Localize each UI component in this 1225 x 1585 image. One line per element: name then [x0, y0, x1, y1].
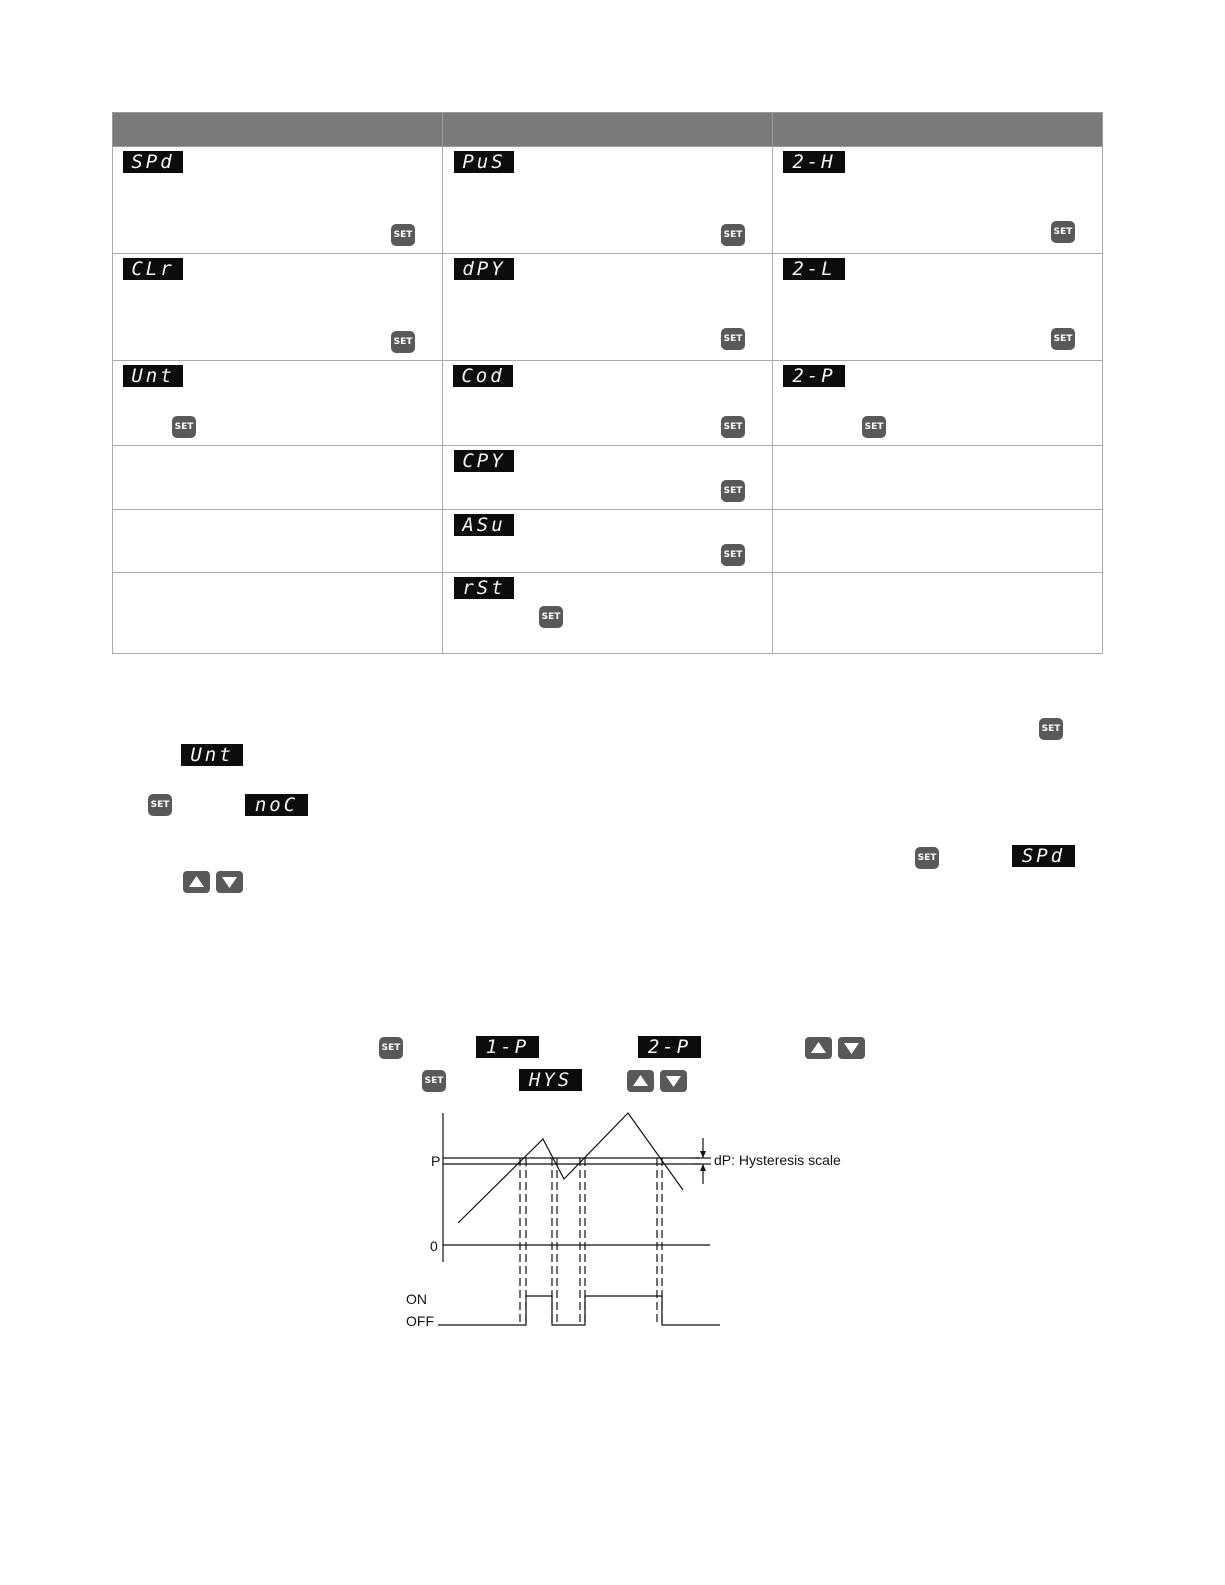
- segment-display-clr: CLr: [123, 258, 183, 280]
- set-button-icon: SET: [148, 794, 172, 816]
- segment-display-asu: ASu: [454, 514, 514, 536]
- set-button-icon: SET: [391, 331, 415, 353]
- segment-display-dpy: dPY: [454, 258, 514, 280]
- segment-display-noc: noC: [245, 794, 308, 816]
- set-button-icon: SET: [915, 847, 939, 869]
- segment-display-unt: Unt: [181, 744, 243, 766]
- set-button-icon: SET: [391, 224, 415, 246]
- segment-display-2h: 2-H: [783, 151, 845, 173]
- segment-display-cod: Cod: [453, 365, 513, 387]
- segment-display-hys: HYS: [519, 1069, 582, 1091]
- set-button-icon: SET: [1039, 718, 1063, 740]
- set-button-icon: SET: [721, 480, 745, 502]
- set-button-icon: SET: [721, 544, 745, 566]
- output-label-off: OFF: [406, 1313, 434, 1329]
- output-on-off-trace: [438, 1296, 720, 1325]
- axis-label-p: P: [431, 1153, 441, 1169]
- segment-display-cpy: CPY: [454, 450, 514, 472]
- set-button-icon: SET: [862, 416, 886, 438]
- segment-display-pus: PuS: [454, 151, 514, 173]
- set-button-icon: SET: [721, 224, 745, 246]
- set-button-icon: SET: [379, 1037, 403, 1059]
- set-button-icon: SET: [1051, 221, 1075, 243]
- axis-label-zero: 0: [430, 1238, 438, 1254]
- segment-display-rst: rSt: [454, 577, 514, 599]
- set-button-icon: SET: [1051, 328, 1075, 350]
- set-button-icon: SET: [721, 416, 745, 438]
- set-button-icon: SET: [539, 606, 563, 628]
- hysteresis-scale-label: dP: Hysteresis scale: [714, 1152, 841, 1168]
- segment-display-spd: SPd: [123, 151, 183, 173]
- segment-display-2p: 2-P: [638, 1036, 701, 1058]
- signal-waveform: [458, 1113, 683, 1223]
- set-button-icon: SET: [172, 416, 196, 438]
- output-label-on: ON: [406, 1291, 427, 1307]
- segment-display-spd: SPd: [1012, 845, 1075, 867]
- set-button-icon: SET: [422, 1070, 446, 1092]
- segment-display-2l: 2-L: [783, 258, 845, 280]
- segment-display-unt: Unt: [123, 365, 183, 387]
- set-button-icon: SET: [721, 328, 745, 350]
- segment-display-2p: 2-P: [783, 365, 845, 387]
- segment-display-1p: 1-P: [476, 1036, 539, 1058]
